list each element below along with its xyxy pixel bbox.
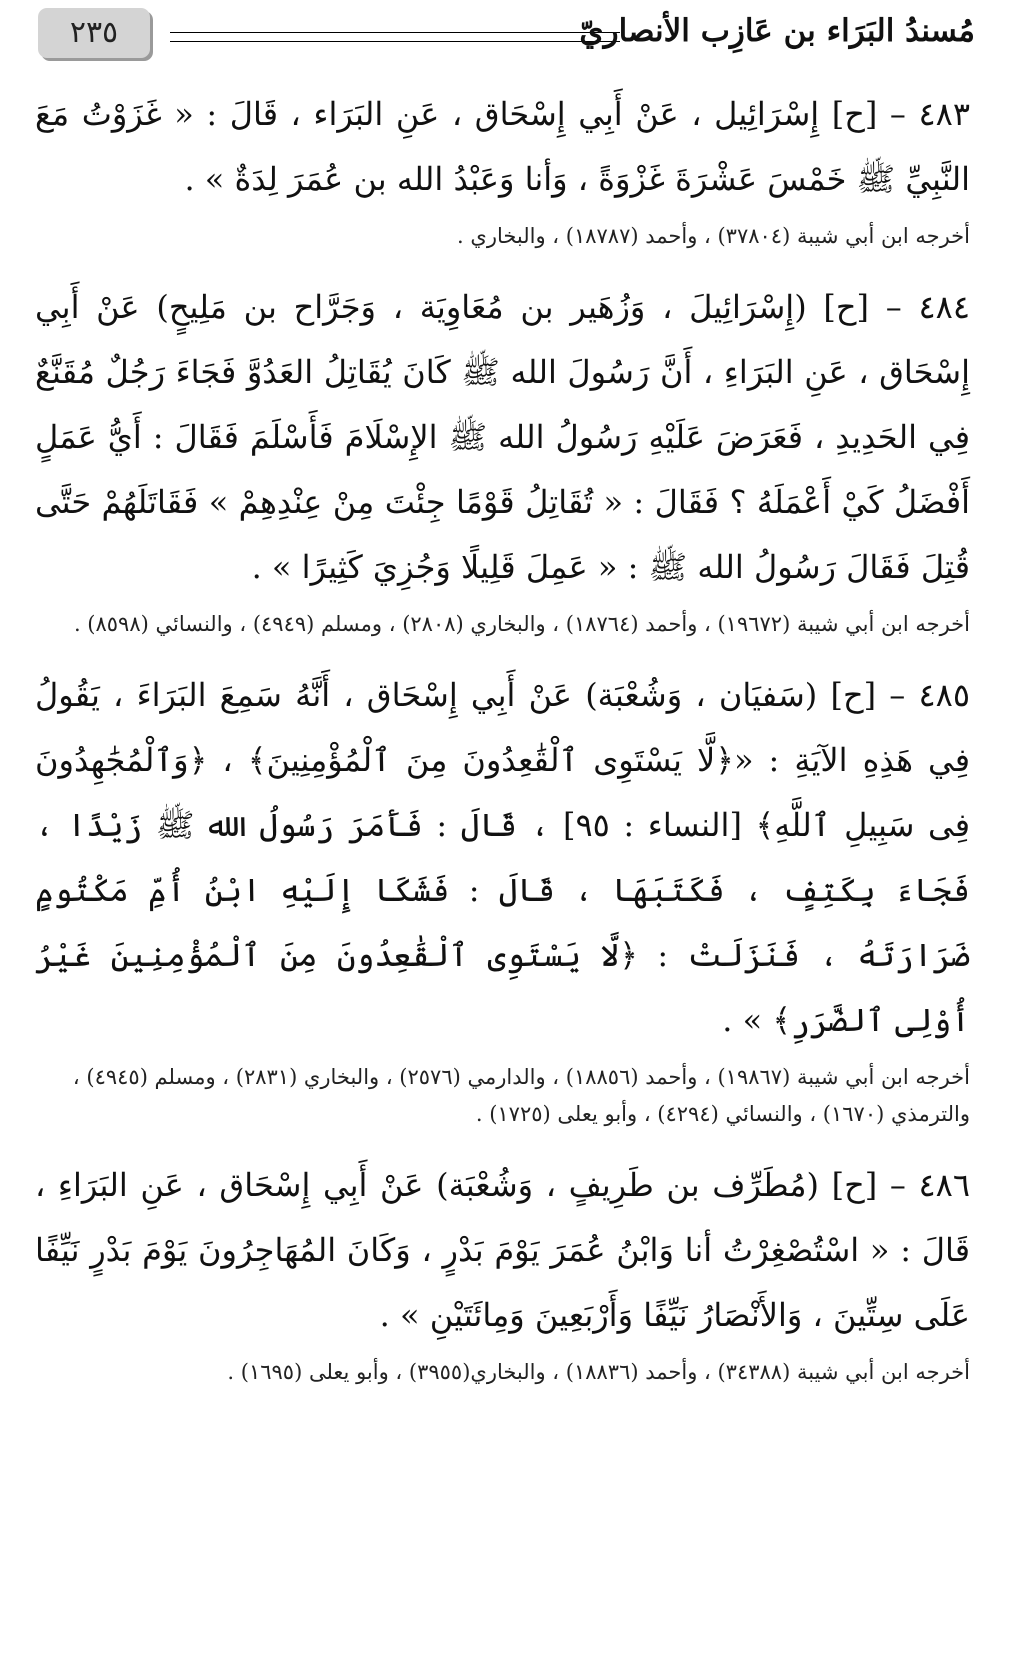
hadith-text bbox=[35, 275, 970, 600]
hadith-text bbox=[35, 663, 970, 1053]
takhrij-note: أخرجه ابن أبي شيبة (٣٧٨٠٤) ، وأحمد (١٨٧٨٧) ، والبخاري . bbox=[457, 224, 970, 248]
hadith-entry bbox=[35, 1153, 970, 1391]
page-number: ٢٣٥ bbox=[38, 8, 150, 58]
hadith-text bbox=[35, 82, 970, 212]
hadith-body: [ح] إِسْرَائِيل ، عَنْ أَبِي إِسْحَاق ، عَنِ البَرَاء ، قَالَ : « غَزَوْتُ مَعَ النَّبِيِّ ﷺ خَمْسَ عَشْرَةَ غَزْوَةً ، وَأنا وَعَبْدُ الله بن عُمَرَ لِدَةٌ » . bbox=[35, 95, 970, 198]
hadith-number: ٤٨٣ – bbox=[889, 95, 971, 133]
hadith-entry bbox=[35, 82, 970, 255]
header-rule bbox=[170, 32, 620, 42]
hadith-number: ٤٨٦ – bbox=[889, 1166, 971, 1204]
hadith-text bbox=[35, 1153, 970, 1348]
takhrij-note: أخرجه ابن أبي شيبة (١٩٨٦٧) ، وأحمد (١٨٨٥٦) ، والدارمي (٢٥٧٦) ، والبخاري (٢٨٣١) ، ومسلم (٤٩٤٥) ، والترمذي (١٦٧٠) ، والنسائي (٤٢٩٤) ، وأبو يعلى (١٧٢٥) . bbox=[72, 1065, 970, 1126]
page-header-title: مُسندُ البَرَاء بن عَازِب الأنصاريّ bbox=[579, 13, 975, 49]
page-content bbox=[35, 82, 970, 1411]
hadith-entry bbox=[35, 663, 970, 1133]
takhrij-note: أخرجه ابن أبي شيبة (١٩٦٧٢) ، وأحمد (١٨٧٦٤) ، والبخاري (٢٨٠٨) ، ومسلم (٤٩٤٩) ، والنسائي (٨٥٩٨) . bbox=[73, 612, 970, 636]
takhrij-note: أخرجه ابن أبي شيبة (٣٤٣٨٨) ، وأحمد (١٨٨٣٦) ، والبخاري(٣٩٥٥) ، وأبو يعلى (١٦٩٥) . bbox=[227, 1360, 970, 1384]
hadith-body: [ح] (سَفيَان ، وَشُعْبَة) عَنْ أَبِي إِسْحَاق ، أَنَّهُ سَمِعَ البَرَاءَ ، يَقُولُ فِي هَذِهِ الآيَةِ : «﴿لَّا يَسْتَوِى ٱلْقَٰعِدُونَ مِنَ ٱلْمُؤْمِنِينَ﴾ ، ﴿وَٱلْمُجَٰهِدُونَ فِى سَبِيلِ ٱللَّهِ﴾ [النساء : ٩٥] ، قَالَ : فَأَمَرَ رَسُولُ الله ﷺ زَيْدًا ، فَجَاءَ بِكَتِفٍ ، فَكَتَبَهَا ، قَالَ : فَشَكَا إِلَيْهِ ابْنُ أُمِّ مَكْتُومٍ ضَرَارَتَهُ ، فَنَزَلَتْ : ﴿لَّا يَسْتَوِى ٱلْقَٰعِدُونَ مِنَ ٱلْمُؤْمِنِينَ غَيْرُ أُوْلِى ٱلضَّرَرِ﴾ » . bbox=[35, 676, 971, 1039]
hadith-number: ٤٨٥ – bbox=[889, 676, 971, 714]
hadith-body: [ح] (مُطَرِّف بن طَرِيفٍ ، وَشُعْبَة) عَنْ أَبِي إِسْحَاق ، عَنِ البَرَاءِ ، قَالَ : « اسْتُصْغِرْتُ أنا وَابْنُ عُمَرَ يَوْمَ بَدْرٍ ، وَكَانَ المُهَاجِرُونَ يَوْمَ بَدْرٍ نَيِّفًا عَلَى سِتِّينَ ، وَالأَنْصَارُ نَيِّفًا وَأَرْبَعِينَ وَمِائَتَيْنِ » . bbox=[35, 1166, 971, 1334]
hadith-entry bbox=[35, 275, 970, 643]
hadith-number: ٤٨٤ – bbox=[885, 288, 971, 326]
hadith-body: [ح] (إِسْرَائِيلَ ، وَزُهَير بن مُعَاوِيَة ، وَجَرَّاح بن مَلِيحٍ) عَنْ أَبِي إِسْحَاق ، عَنِ البَرَاءِ ، أَنَّ رَسُولَ الله ﷺ كَانَ يُقَاتِلُ العَدُوَّ فَجَاءَ رَجُلٌ مُقَنَّعٌ فِي الحَدِيدِ ، فَعَرَضَ عَلَيْهِ رَسُولُ الله ﷺ الإِسْلَامَ فَأَسْلَمَ فَقَالَ : أَيُّ عَمَلٍ أَفْضَلُ كَيْ أَعْمَلَهُ ؟ فَقَالَ : « تُقَاتِلُ قَوْمًا جِئْتَ مِنْ عِنْدِهِمْ » فَقَاتَلَهُمْ حَتَّى قُتِلَ فَقَالَ رَسُولُ الله ﷺ : « عَمِلَ قَلِيلًا وَجُزِيَ كَثِيرًا » . bbox=[35, 288, 970, 586]
